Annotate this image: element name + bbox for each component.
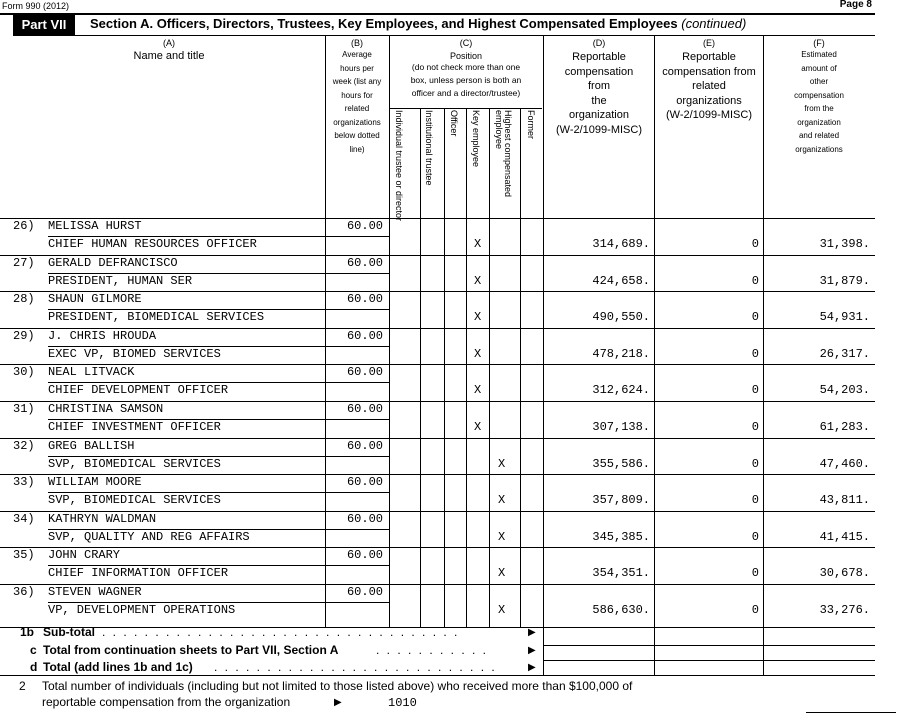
hours-divider — [325, 492, 389, 493]
line-d-number: d — [30, 660, 38, 674]
officer-title: CHIEF HUMAN RESOURCES OFFICER — [48, 237, 257, 251]
other-compensation: 26,317. — [819, 346, 870, 361]
compensation-org: 314,689. — [592, 237, 650, 251]
name-underline — [48, 273, 325, 274]
row-separator — [0, 255, 875, 256]
officer-name: GREG BALLISH — [48, 438, 135, 453]
officer-title: CHIEF INVESTMENT OFFICER — [48, 420, 221, 434]
row-number: 31) — [13, 402, 35, 416]
row-separator — [0, 401, 875, 402]
row-separator — [0, 364, 875, 365]
average-hours: 60.00 — [346, 475, 383, 490]
officer-title: SVP, QUALITY AND REG AFFAIRS — [48, 529, 250, 544]
line-2-arrow: ▶ — [334, 697, 342, 708]
grid-col-f — [763, 35, 764, 675]
hours-divider — [325, 382, 389, 383]
position-checkmark: X — [474, 420, 482, 434]
row-separator — [0, 474, 875, 475]
col-a-label: Name and title — [133, 50, 205, 62]
hours-divider — [325, 309, 389, 310]
col-c-sub-officer: Officer — [449, 110, 459, 137]
compensation-related: 0 — [751, 346, 759, 361]
position-checkmark: X — [474, 383, 482, 398]
col-d-label-line: Reportable — [572, 51, 626, 63]
col-f-label-line: compensation — [794, 90, 844, 100]
col-b-label-line: hours for — [341, 90, 373, 100]
position-checkmark: X — [498, 603, 506, 617]
line-c-label: Total from continuation sheets to Part VII, Section A — [43, 643, 339, 657]
col-d-label-line: (W-2/1099-MISC) — [556, 123, 642, 136]
col-e-header — [655, 38, 763, 123]
compensation-org: 355,586. — [592, 456, 650, 471]
compensation-org: 312,624. — [592, 383, 650, 398]
col-c-sub-highest-compensated: Highest compensated employee — [494, 110, 513, 198]
officer-name: KATHRYN WALDMAN — [48, 511, 157, 526]
line-2-text-cont: reportable compensation from the organization — [42, 695, 291, 709]
line-2-value: 1010 — [388, 696, 417, 710]
compensation-org: 424,658. — [592, 273, 650, 288]
name-underline — [48, 565, 325, 566]
officer-title: EXEC VP, BIOMED SERVICES — [48, 346, 221, 361]
other-compensation: 41,415. — [819, 529, 870, 544]
hours-divider — [325, 565, 389, 566]
compensation-org: 478,218. — [592, 346, 650, 361]
hours-divider — [325, 273, 389, 274]
col-e-letter: (E) — [703, 38, 715, 48]
col-c-sub-former: Former — [526, 110, 536, 139]
col-c-letter: (C) — [459, 38, 473, 48]
col-f-label-line: and related — [798, 131, 840, 140]
officer-name: JOHN CRARY — [48, 548, 121, 563]
officer-name: J. CHRIS HROUDA — [48, 328, 157, 343]
other-compensation: 33,276. — [819, 603, 870, 617]
grid-c2 — [420, 108, 421, 627]
col-a-letter: (A) — [163, 38, 175, 48]
yes-no-box-edge — [806, 712, 896, 720]
position-checkmark: X — [474, 237, 482, 251]
col-f-letter: (F) — [813, 38, 825, 48]
other-compensation: 31,879. — [819, 273, 870, 288]
name-underline — [48, 529, 325, 530]
totals-bottom-rule — [0, 675, 875, 676]
header-rule — [0, 13, 875, 15]
compensation-related: 0 — [751, 237, 759, 251]
hours-divider — [325, 236, 389, 237]
col-b-label-line: related — [344, 104, 370, 113]
row-number: 27) — [13, 255, 35, 270]
grid-c3 — [444, 108, 445, 627]
line-d-arrow: ▶ — [528, 662, 536, 673]
col-e-label-line: Reportable — [682, 51, 736, 63]
col-b-label-line: organizations — [333, 117, 381, 127]
line-1b-label: Sub-total — [43, 625, 95, 639]
compensation-related: 0 — [751, 420, 759, 434]
row-separator — [0, 291, 875, 292]
officer-title: PRESIDENT, HUMAN SER — [48, 273, 193, 288]
row-separator — [0, 511, 875, 512]
name-underline — [48, 346, 325, 347]
position-checkmark: X — [498, 456, 506, 471]
name-underline — [48, 602, 325, 603]
other-compensation: 54,203. — [819, 383, 870, 398]
compensation-org: 345,385. — [592, 529, 650, 544]
average-hours: 60.00 — [346, 365, 383, 380]
compensation-related: 0 — [751, 529, 759, 544]
line-2-text: Total number of individuals (including but not limited to those listed above) who received more than $100,000 of — [42, 679, 633, 693]
line-d-leader: . . . . . . . . . . . . . . . . . . . . . . . . . . . — [214, 660, 497, 674]
row-number: 29) — [13, 328, 35, 343]
compensation-org: 354,351. — [592, 566, 650, 581]
col-c-sub-individual-trustee: Individual trustee or director — [394, 110, 404, 222]
col-d-label-line: compensation — [564, 65, 634, 78]
col-c-sub-institutional-trustee: Institutional trustee — [424, 110, 434, 186]
line-2-number: 2 — [19, 679, 26, 693]
position-checkmark: X — [474, 310, 482, 325]
col-e-label-line: related — [692, 80, 726, 92]
col-f-label-line: organization — [797, 117, 841, 127]
average-hours: 60.00 — [346, 548, 383, 563]
col-e-label-line: compensation from — [662, 65, 756, 78]
col-d-header — [544, 38, 654, 137]
col-e-label — [655, 50, 763, 123]
officer-name: CHRISTINA SAMSON — [48, 402, 164, 416]
col-f-label-line: from the — [804, 104, 834, 113]
row-separator — [0, 547, 875, 548]
row-separator — [0, 328, 875, 329]
compensation-related: 0 — [751, 603, 759, 617]
col-b-header — [326, 38, 388, 156]
row-number: 26) — [13, 219, 35, 233]
average-hours: 60.00 — [346, 219, 383, 233]
other-compensation: 31,398. — [819, 237, 870, 251]
compensation-related: 0 — [751, 273, 759, 288]
other-compensation: 54,931. — [819, 310, 870, 325]
officer-title: SVP, BIOMEDICAL SERVICES — [48, 456, 221, 471]
col-b-label — [326, 48, 388, 156]
name-underline — [48, 456, 325, 457]
average-hours: 60.00 — [346, 438, 383, 453]
col-c-label: Position — [449, 51, 483, 61]
officer-title: PRESIDENT, BIOMEDICAL SERVICES — [48, 310, 265, 325]
compensation-org: 357,809. — [592, 493, 650, 508]
part-badge: Part VII — [13, 15, 75, 35]
average-hours: 60.00 — [346, 511, 383, 526]
row-separator — [0, 584, 875, 585]
grid-col-d — [543, 35, 544, 675]
row-number: 30) — [13, 365, 35, 380]
col-f-label-line: other — [809, 77, 829, 86]
compensation-related: 0 — [751, 493, 759, 508]
grid-col-c — [389, 35, 390, 627]
row-separator — [0, 438, 875, 439]
col-c-sub-key-employee: Key employee — [471, 110, 481, 168]
col-b-label-line: Average — [342, 50, 372, 59]
officer-name: NEAL LITVACK — [48, 365, 135, 380]
col-c-note-line: box, unless person is both an — [410, 75, 522, 85]
position-checkmark: X — [498, 566, 506, 581]
grid-c5 — [489, 108, 490, 627]
col-f-label-line: organizations — [795, 144, 843, 154]
other-compensation: 47,460. — [819, 456, 870, 471]
totals-mid-rule-2 — [543, 660, 875, 661]
officer-name: MELISSA HURST — [48, 219, 142, 233]
col-f-header — [764, 38, 874, 156]
compensation-org: 307,138. — [592, 420, 650, 434]
average-hours: 60.00 — [346, 585, 383, 599]
compensation-related: 0 — [751, 383, 759, 398]
section-continued: (continued) — [681, 16, 747, 31]
hours-divider — [325, 346, 389, 347]
line-d-label: Total (add lines 1b and 1c) — [43, 660, 193, 674]
row-number: 28) — [13, 292, 35, 307]
compensation-related: 0 — [751, 456, 759, 471]
col-b-letter: (B) — [351, 38, 363, 48]
other-compensation: 61,283. — [819, 420, 870, 434]
position-checkmark: X — [474, 346, 482, 361]
line-1b-leader: . . . . . . . . . . . . . . . . . . . . . . . . . . . . . . . . . . — [102, 625, 460, 639]
other-compensation: 43,811. — [819, 493, 870, 508]
col-b-label-line: line) — [349, 144, 365, 154]
line-c-leader: . . . . . . . . . . . — [376, 643, 489, 657]
col-c-note — [390, 61, 542, 100]
col-b-label-line: hours per — [340, 63, 374, 73]
title-rule — [13, 35, 875, 36]
col-b-label-line: below dotted — [334, 131, 380, 140]
col-c-note-line: (do not check more than one — [411, 62, 521, 72]
compensation-related: 0 — [751, 310, 759, 325]
average-hours: 60.00 — [346, 255, 383, 270]
officer-name: GERALD DEFRANCISCO — [48, 255, 178, 270]
grid-col-b — [325, 35, 326, 627]
officer-title: SVP, BIOMEDICAL SERVICES — [48, 493, 221, 508]
hours-divider — [325, 419, 389, 420]
col-c-header — [390, 38, 542, 100]
line-c-number: c — [30, 643, 37, 657]
position-checkmark: X — [498, 529, 506, 544]
col-a-header — [13, 38, 325, 62]
name-underline — [48, 382, 325, 383]
officer-title: CHIEF INFORMATION OFFICER — [48, 566, 229, 581]
grid-c6 — [520, 108, 521, 627]
row-number: 35) — [13, 548, 35, 563]
col-e-label-line: organizations — [676, 94, 742, 107]
grid-c4 — [466, 108, 467, 627]
average-hours: 60.00 — [346, 292, 383, 307]
row-number: 36) — [13, 585, 35, 599]
average-hours: 60.00 — [346, 328, 383, 343]
col-f-label-line: amount of — [801, 63, 837, 73]
officer-name: WILLIAM MOORE — [48, 475, 142, 490]
compensation-org: 490,550. — [592, 310, 650, 325]
col-c-note-line: officer and a director/trustee) — [411, 88, 521, 98]
officer-name: SHAUN GILMORE — [48, 292, 142, 307]
position-checkmark: X — [498, 493, 506, 508]
other-compensation: 30,678. — [819, 566, 870, 581]
compensation-org: 586,630. — [592, 603, 650, 617]
col-d-label-line: from — [588, 80, 610, 92]
name-underline — [48, 419, 325, 420]
row-number: 32) — [13, 438, 35, 453]
line-1b-number: 1b — [20, 625, 35, 639]
section-title — [90, 16, 746, 31]
hours-divider — [325, 602, 389, 603]
officer-title: VP, DEVELOPMENT OPERATIONS — [48, 603, 236, 617]
col-d-label-line: organization — [569, 109, 629, 121]
hours-divider — [325, 529, 389, 530]
totals-mid-rule-1 — [543, 645, 875, 646]
officer-name: STEVEN WAGNER — [48, 585, 142, 599]
name-underline — [48, 309, 325, 310]
col-d-label — [544, 50, 654, 137]
col-b-label-line: week (list any — [332, 77, 382, 86]
officer-title: CHIEF DEVELOPMENT OFFICER — [48, 383, 229, 398]
form-id: Form 990 (2012) — [2, 1, 70, 11]
section-title-text: Section A. Officers, Directors, Trustees, Key Employees, and Highest Compensated Employees — [90, 16, 678, 31]
col-d-label-line: the — [591, 94, 607, 107]
col-f-label-line: Estimated — [801, 50, 837, 59]
line-1b-arrow: ▶ — [528, 627, 536, 638]
page-number: Page 8 — [839, 0, 872, 10]
col-d-letter: (D) — [592, 38, 606, 48]
name-underline — [48, 492, 325, 493]
average-hours: 60.00 — [346, 402, 383, 416]
name-underline — [48, 236, 325, 237]
hours-divider — [325, 456, 389, 457]
grid-col-e — [654, 35, 655, 675]
position-checkmark: X — [474, 273, 482, 288]
row-number: 34) — [13, 511, 35, 526]
col-e-label-line: (W-2/1099-MISC) — [666, 109, 752, 121]
row-number: 33) — [13, 475, 35, 490]
col-f-label — [764, 48, 874, 156]
line-c-arrow: ▶ — [528, 645, 536, 656]
compensation-related: 0 — [751, 566, 759, 581]
